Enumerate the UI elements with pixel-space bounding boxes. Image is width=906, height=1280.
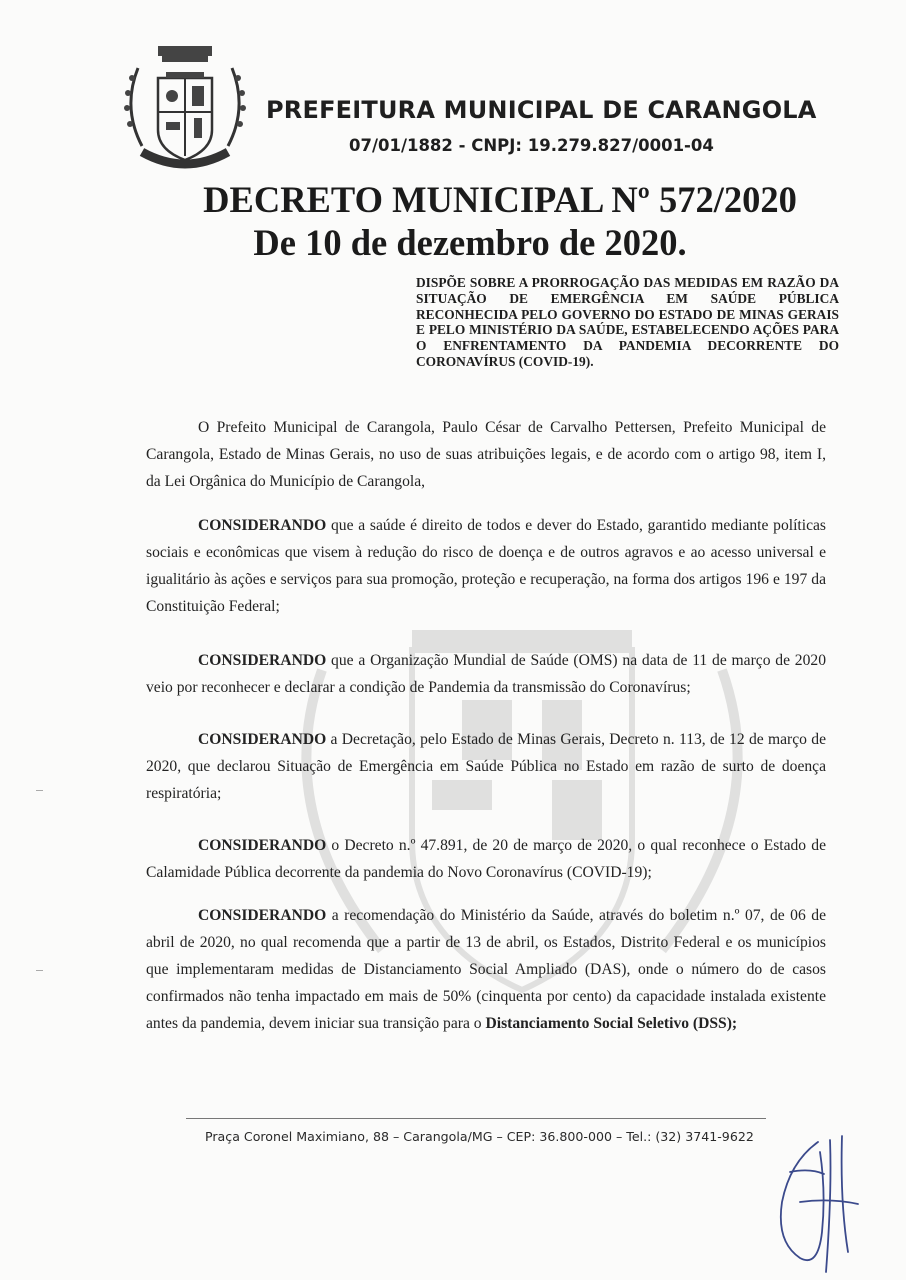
decree-summary: DISPÕE SOBRE A PRORROGAÇÃO DAS MEDIDAS EM RAZÃO DA SITUAÇÃO DE EMERGÊNCIA EM SAÚDE PÚBLICA RECONHECIDA PELO GOVERNO DO ESTADO DE MINAS GERAIS E PELO MINISTÉRIO DA SAÚDE, ESTABELECENDO AÇÕES PARA O ENFRENTAMENTO DA PANDEMIA DECORRENTE DO CORONAVÍRUS (COVID-19). — [416, 275, 839, 369]
considerando-lead: CONSIDERANDO — [198, 652, 327, 669]
considerando-tail: Distanciamento Social Seletivo (DSS); — [485, 1015, 738, 1032]
decree-date: De 10 de dezembro de 2020. — [253, 222, 687, 263]
considerando-paragraph-3 — [146, 726, 826, 807]
considerando-text: que a Organização Mundial de Saúde (OMS) na data de 11 de março de 2020 veio por reconhecer e declarar a condição de Pandemia da transmissão do Coronavírus; — [146, 652, 826, 696]
considerando-lead: CONSIDERANDO — [198, 731, 327, 748]
org-name: PREFEITURA MUNICIPAL DE CARANGOLA — [266, 96, 817, 124]
preamble-paragraph: O Prefeito Municipal de Carangola, Paulo César de Carvalho Pettersen, Prefeito Municipal de Carangola, Estado de Minas Gerais, no uso de suas atribuições legais, e de acordo com o artigo 98, item I, da Lei Orgânica do Município de Carangola, — [146, 419, 826, 490]
org-founding-and-cnpj: 07/01/1882 - CNPJ: 19.279.827/0001-04 — [349, 136, 714, 155]
considerando-paragraph-1 — [146, 512, 826, 620]
considerando-paragraph-5 — [146, 902, 826, 1037]
considerando-lead: CONSIDERANDO — [198, 517, 327, 534]
scan-artifact — [36, 790, 43, 791]
considerando-lead: CONSIDERANDO — [198, 837, 327, 854]
handwritten-signature-icon — [760, 1132, 860, 1278]
municipal-coat-of-arms-icon — [118, 38, 252, 170]
considerando-lead: CONSIDERANDO — [198, 907, 327, 924]
footer-divider — [186, 1118, 766, 1119]
footer-address: Praça Coronel Maximiano, 88 – Carangola/MG – CEP: 36.800-000 – Tel.: (32) 3741-9622 — [205, 1129, 754, 1144]
decree-title: DECRETO MUNICIPAL Nº 572/2020 — [203, 179, 797, 220]
considerando-text: o Decreto n.º 47.891, de 20 de março de 2020, o qual reconhece o Estado de Calamidade Pública decorrente da pandemia do Novo Coronavírus (COVID-19); — [146, 837, 826, 881]
considerando-text: a Decretação, pelo Estado de Minas Gerais, Decreto n. 113, de 12 de março de 2020, que declarou Situação de Emergência em Saúde Pública no Estado em razão de surto de doença respiratória; — [146, 731, 826, 802]
considerando-text: que a saúde é direito de todos e dever do Estado, garantido mediante políticas sociais e econômicas que visem à redução do risco de doença e de outros agravos e ao acesso universal e igualitário às ações e serviços para sua promoção, proteção e recuperação, na forma dos artigos 196 e 197 da Constituição Federal; — [146, 517, 826, 615]
considerando-paragraph-2 — [146, 647, 826, 701]
considerando-paragraph-4 — [146, 832, 826, 886]
scan-artifact — [36, 970, 43, 971]
considerando-text: a recomendação do Ministério da Saúde, através do boletim n.º 07, de 06 de abril de 2020, no qual recomenda que a partir de 13 de abril, os Estados, Distrito Federal e os municípios que implementaram medidas de Distanciamento Social Ampliado (DAS), onde o número do de casos confirmados não tenha impactado em mais de 50% (cinquenta por cento) da capacidade instalada existente antes da pandemia, devem iniciar sua transição para o — [146, 907, 826, 1032]
